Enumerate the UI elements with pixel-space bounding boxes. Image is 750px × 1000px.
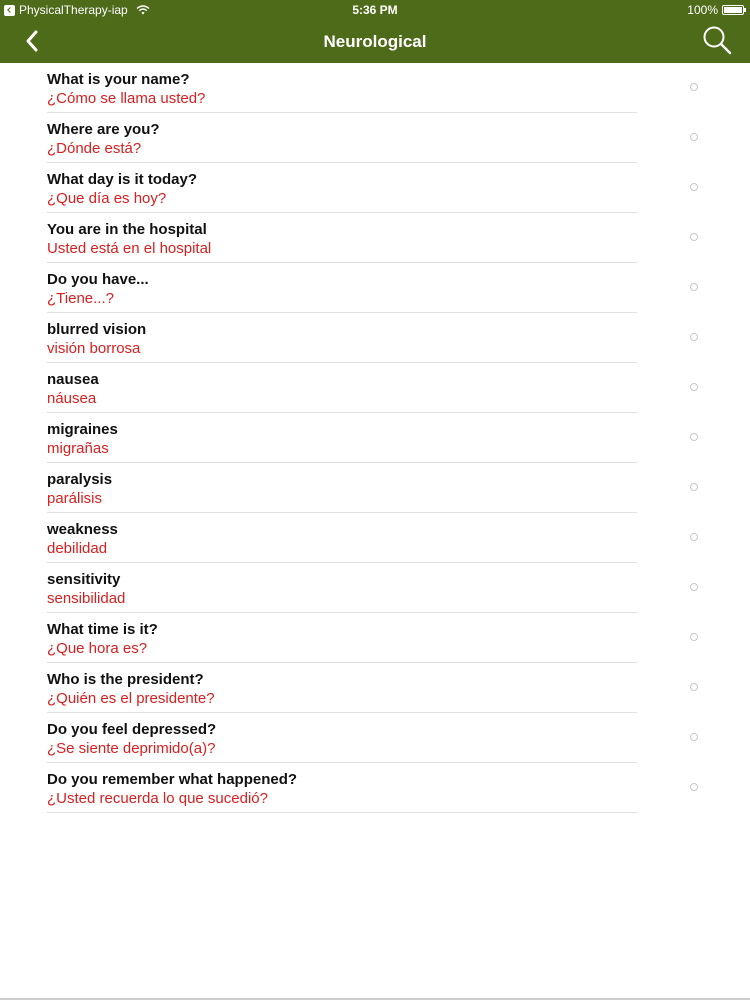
english-phrase: paralysis bbox=[47, 471, 113, 488]
list-item[interactable] bbox=[0, 313, 750, 363]
phrase-text bbox=[47, 570, 125, 608]
select-radio-icon[interactable] bbox=[690, 583, 698, 591]
spanish-phrase: ¿Se siente deprimido(a)? bbox=[47, 740, 216, 757]
search-icon[interactable] bbox=[700, 24, 734, 58]
spanish-phrase: náusea bbox=[47, 390, 97, 407]
list-item[interactable] bbox=[0, 63, 750, 113]
english-phrase: You are in the hospital bbox=[47, 221, 207, 238]
battery-percent: 100% bbox=[687, 3, 718, 17]
phrase-text bbox=[47, 770, 297, 808]
english-phrase: sensitivity bbox=[47, 571, 121, 588]
select-radio-icon[interactable] bbox=[690, 483, 698, 491]
phrase-text bbox=[47, 470, 112, 508]
select-radio-icon[interactable] bbox=[690, 683, 698, 691]
phrase-text bbox=[47, 320, 146, 358]
list-item[interactable] bbox=[0, 413, 750, 463]
page-title: Neurological bbox=[323, 32, 427, 51]
list-item[interactable] bbox=[0, 363, 750, 413]
spanish-phrase: ¿Que hora es? bbox=[47, 640, 148, 657]
english-phrase: weakness bbox=[47, 521, 118, 538]
english-phrase: migraines bbox=[47, 421, 118, 438]
spanish-phrase: migrañas bbox=[47, 440, 109, 457]
list-item[interactable] bbox=[0, 213, 750, 263]
list-item[interactable] bbox=[0, 663, 750, 713]
row-divider bbox=[47, 812, 637, 813]
select-radio-icon[interactable] bbox=[690, 533, 698, 541]
phrase-text bbox=[47, 370, 99, 408]
phrase-text bbox=[47, 170, 197, 208]
list-item[interactable] bbox=[0, 113, 750, 163]
english-phrase: Do you feel depressed? bbox=[47, 721, 217, 738]
status-bar bbox=[0, 0, 750, 22]
english-phrase: Where are you? bbox=[47, 121, 160, 138]
select-radio-icon[interactable] bbox=[690, 133, 698, 141]
english-phrase: blurred vision bbox=[47, 321, 147, 338]
select-radio-icon[interactable] bbox=[690, 433, 698, 441]
spanish-phrase: ¿Dónde está? bbox=[47, 140, 142, 157]
status-time: 5:36 PM bbox=[352, 3, 398, 17]
select-radio-icon[interactable] bbox=[690, 633, 698, 641]
spanish-phrase: ¿Tiene...? bbox=[47, 290, 114, 307]
english-phrase: What time is it? bbox=[47, 621, 158, 638]
phrase-list bbox=[0, 63, 750, 813]
spanish-phrase: Usted está en el hospital bbox=[47, 240, 212, 257]
select-radio-icon[interactable] bbox=[690, 333, 698, 341]
select-radio-icon[interactable] bbox=[690, 733, 698, 741]
select-radio-icon[interactable] bbox=[690, 283, 698, 291]
list-item[interactable] bbox=[0, 463, 750, 513]
english-phrase: Who is the president? bbox=[47, 671, 204, 688]
spanish-phrase: parálisis bbox=[47, 490, 103, 507]
back-app-label: PhysicalTherapy-iap bbox=[19, 3, 128, 17]
spanish-phrase: ¿Cómo se llama usted? bbox=[47, 90, 206, 107]
english-phrase: What is your name? bbox=[47, 71, 190, 88]
navigation-bar bbox=[0, 22, 750, 63]
phrase-text bbox=[47, 220, 211, 258]
phrase-text bbox=[47, 120, 160, 158]
spanish-phrase: ¿Quién es el presidente? bbox=[47, 690, 215, 707]
spanish-phrase: sensibilidad bbox=[47, 590, 126, 607]
phrase-text bbox=[47, 720, 216, 758]
list-item[interactable] bbox=[0, 513, 750, 563]
list-item[interactable] bbox=[0, 613, 750, 663]
spanish-phrase: ¿Usted recuerda lo que sucedió? bbox=[47, 790, 268, 807]
phrase-text bbox=[47, 670, 215, 708]
english-phrase: Do you remember what happened? bbox=[47, 771, 298, 788]
select-radio-icon[interactable] bbox=[690, 83, 698, 91]
phrase-text bbox=[47, 620, 158, 658]
select-radio-icon[interactable] bbox=[690, 383, 698, 391]
select-radio-icon[interactable] bbox=[690, 183, 698, 191]
spanish-phrase: debilidad bbox=[47, 540, 108, 557]
spanish-phrase: visión borrosa bbox=[47, 340, 141, 357]
english-phrase: What day is it today? bbox=[47, 171, 198, 188]
list-item[interactable] bbox=[0, 713, 750, 763]
english-phrase: Do you have... bbox=[47, 271, 149, 288]
phrase-text bbox=[47, 420, 118, 458]
list-item[interactable] bbox=[0, 763, 750, 813]
battery-icon bbox=[722, 5, 744, 15]
list-item[interactable] bbox=[0, 263, 750, 313]
phrase-text bbox=[47, 520, 118, 558]
list-item[interactable] bbox=[0, 163, 750, 213]
list-item[interactable] bbox=[0, 563, 750, 613]
select-radio-icon[interactable] bbox=[690, 233, 698, 241]
select-radio-icon[interactable] bbox=[690, 783, 698, 791]
english-phrase: nausea bbox=[47, 371, 99, 388]
spanish-phrase: ¿Que día es hoy? bbox=[47, 190, 167, 207]
phrase-text bbox=[47, 270, 149, 308]
phrase-text bbox=[47, 70, 205, 108]
